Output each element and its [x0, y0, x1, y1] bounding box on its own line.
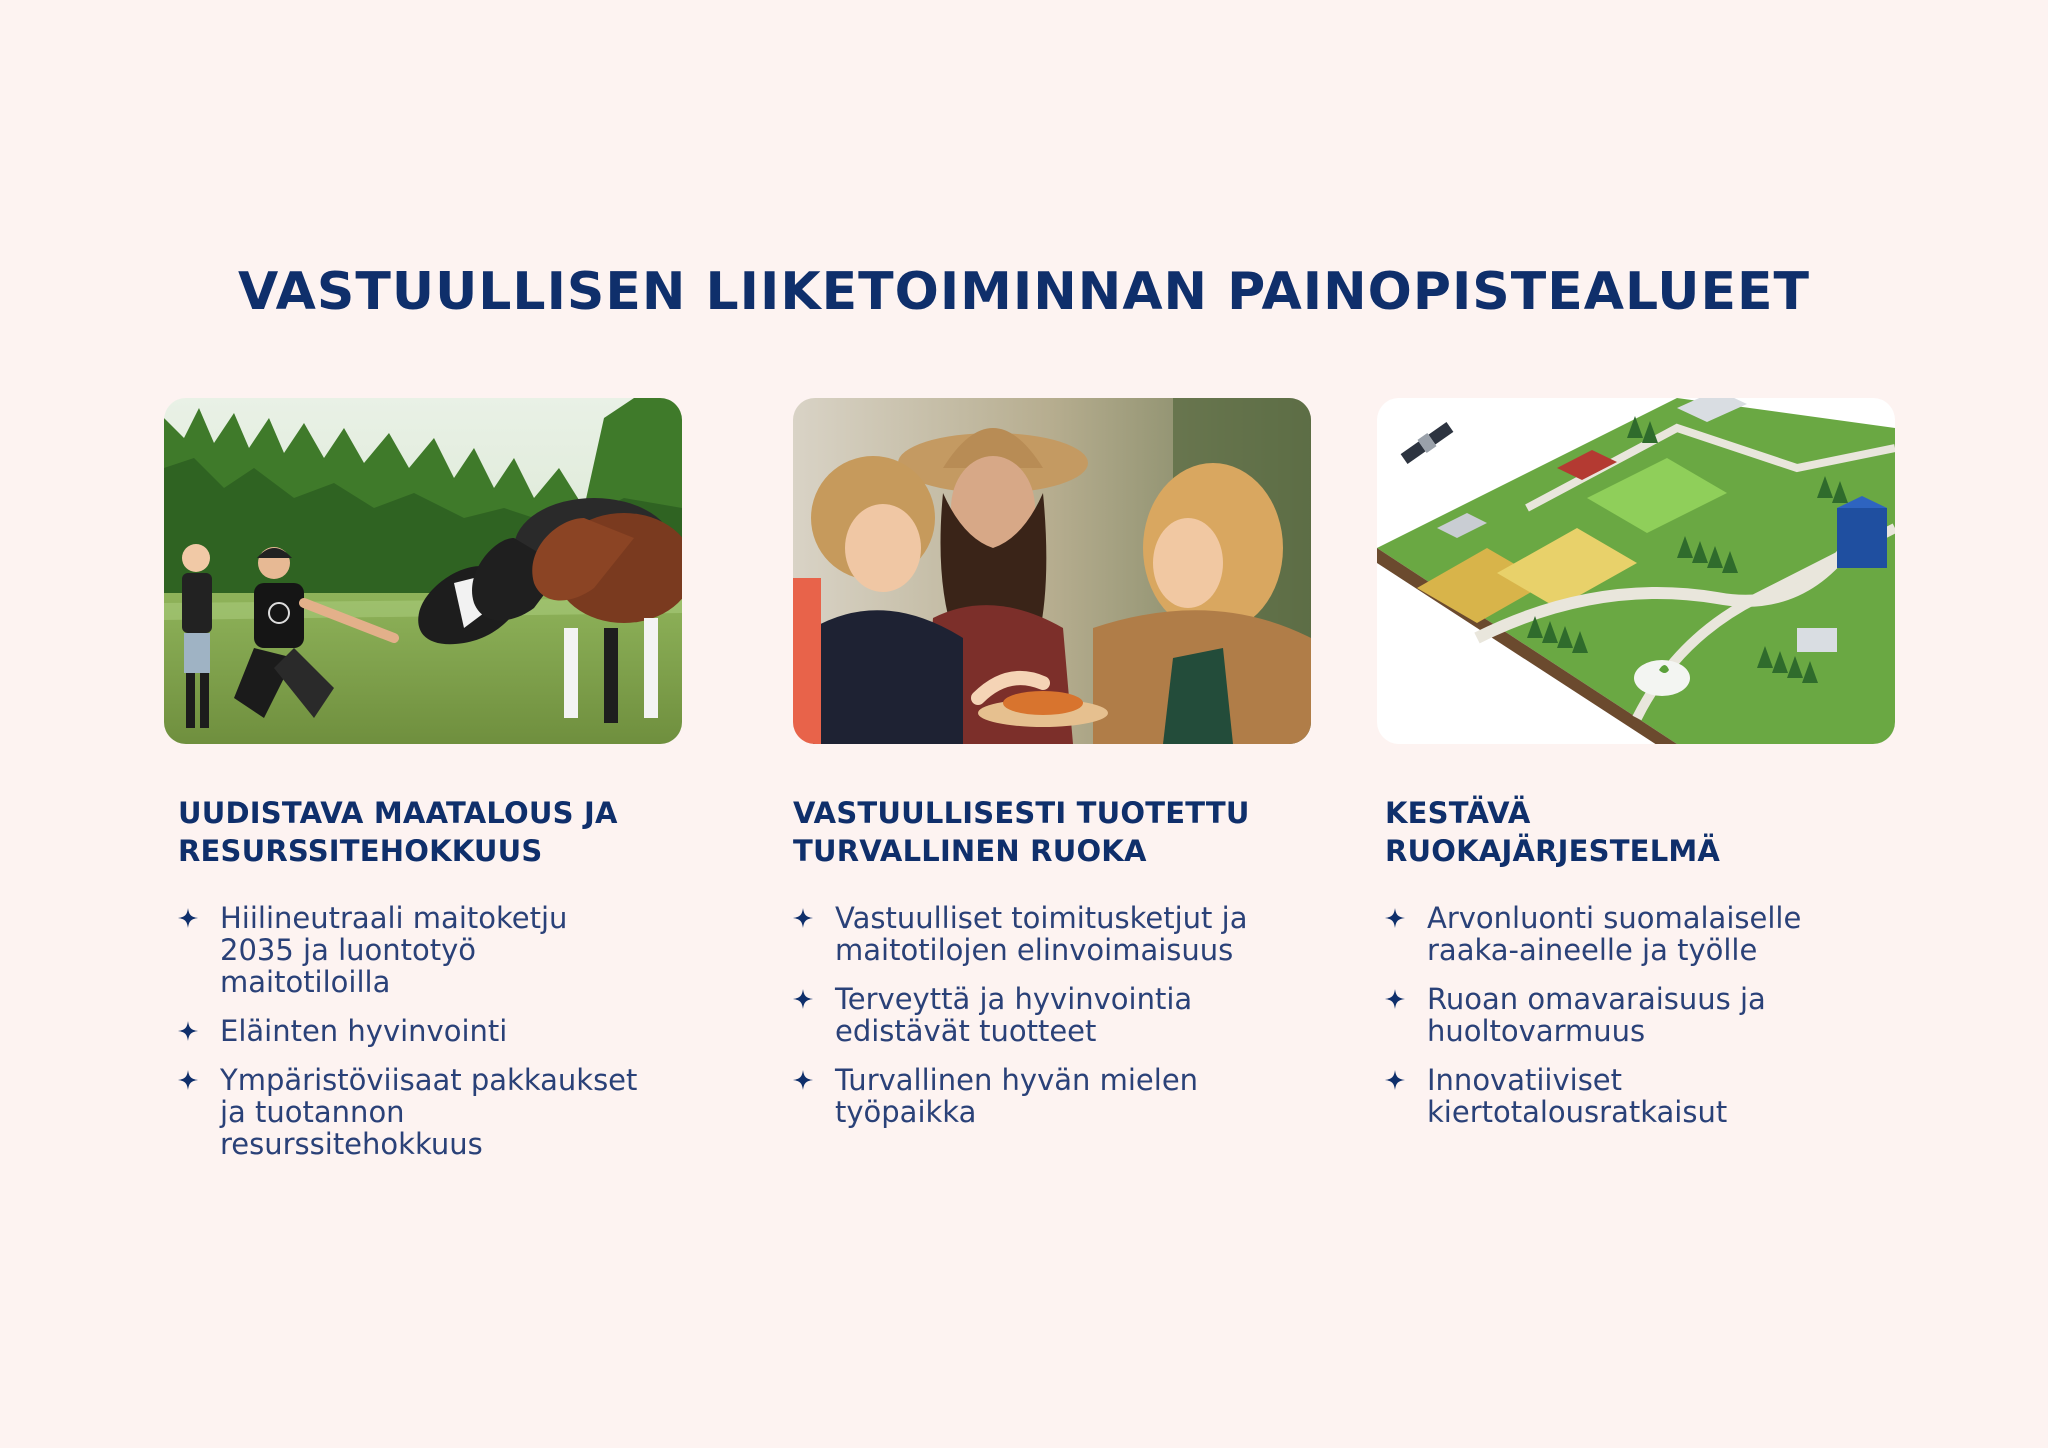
four-point-star-icon — [793, 1070, 813, 1090]
photo-family-eating — [793, 398, 1311, 744]
four-point-star-icon — [1385, 1070, 1405, 1090]
focus-area-heading: UUDISTAVA MAATALOUS JA RESURSSITEHOKKUUS — [178, 796, 618, 868]
list-item: Innovatiiviset kiertotalousratkaisut — [1385, 1064, 1897, 1128]
bullet-list — [793, 902, 1313, 1128]
list-item: Arvonluonti suomalaiselle raaka-aineelle ja työlle — [1385, 902, 1897, 966]
four-point-star-icon — [1385, 989, 1405, 1009]
list-item: Turvallinen hyvän mielen työpaikka — [793, 1064, 1265, 1128]
list-item: Ruoan omavaraisuus ja huoltovarmuus — [1385, 983, 1897, 1047]
four-point-star-icon — [178, 1021, 198, 1041]
focus-area-safe-food — [793, 398, 1313, 1145]
focus-area-sustainable-food-system — [1377, 398, 1897, 1145]
illustration-food-system-map — [1377, 398, 1895, 744]
four-point-star-icon — [793, 908, 813, 928]
bullet-list — [178, 902, 684, 1160]
four-point-star-icon — [793, 989, 813, 1009]
list-item: Ympäristöviisaat pakkaukset ja tuotannon resurssitehokkuus — [178, 1064, 650, 1160]
focus-area-heading: VASTUULLISESTI TUOTETTU TURVALLINEN RUOKA — [793, 796, 1250, 868]
list-item: Eläinten hyvinvointi — [178, 1015, 650, 1047]
focus-area-regenerative-agriculture — [164, 398, 684, 1177]
bullet-list — [1385, 902, 1897, 1128]
list-item: Vastuulliset toimitusketjut ja maitotilojen elinvoimaisuus — [793, 902, 1265, 966]
page-title: VASTUULLISEN LIIKETOIMINNAN PAINOPISTEALUEET — [237, 262, 1811, 322]
list-item: Terveyttä ja hyvinvointia edistävät tuotteet — [793, 983, 1265, 1047]
four-point-star-icon — [1385, 908, 1405, 928]
photo-farm-cows — [164, 398, 682, 744]
focus-area-heading: KESTÄVÄ RUOKAJÄRJESTELMÄ — [1385, 796, 1721, 868]
four-point-star-icon — [178, 908, 198, 928]
list-item: Hiilineutraali maitoketju 2035 ja luontotyö maitotiloilla — [178, 902, 650, 998]
four-point-star-icon — [178, 1070, 198, 1090]
